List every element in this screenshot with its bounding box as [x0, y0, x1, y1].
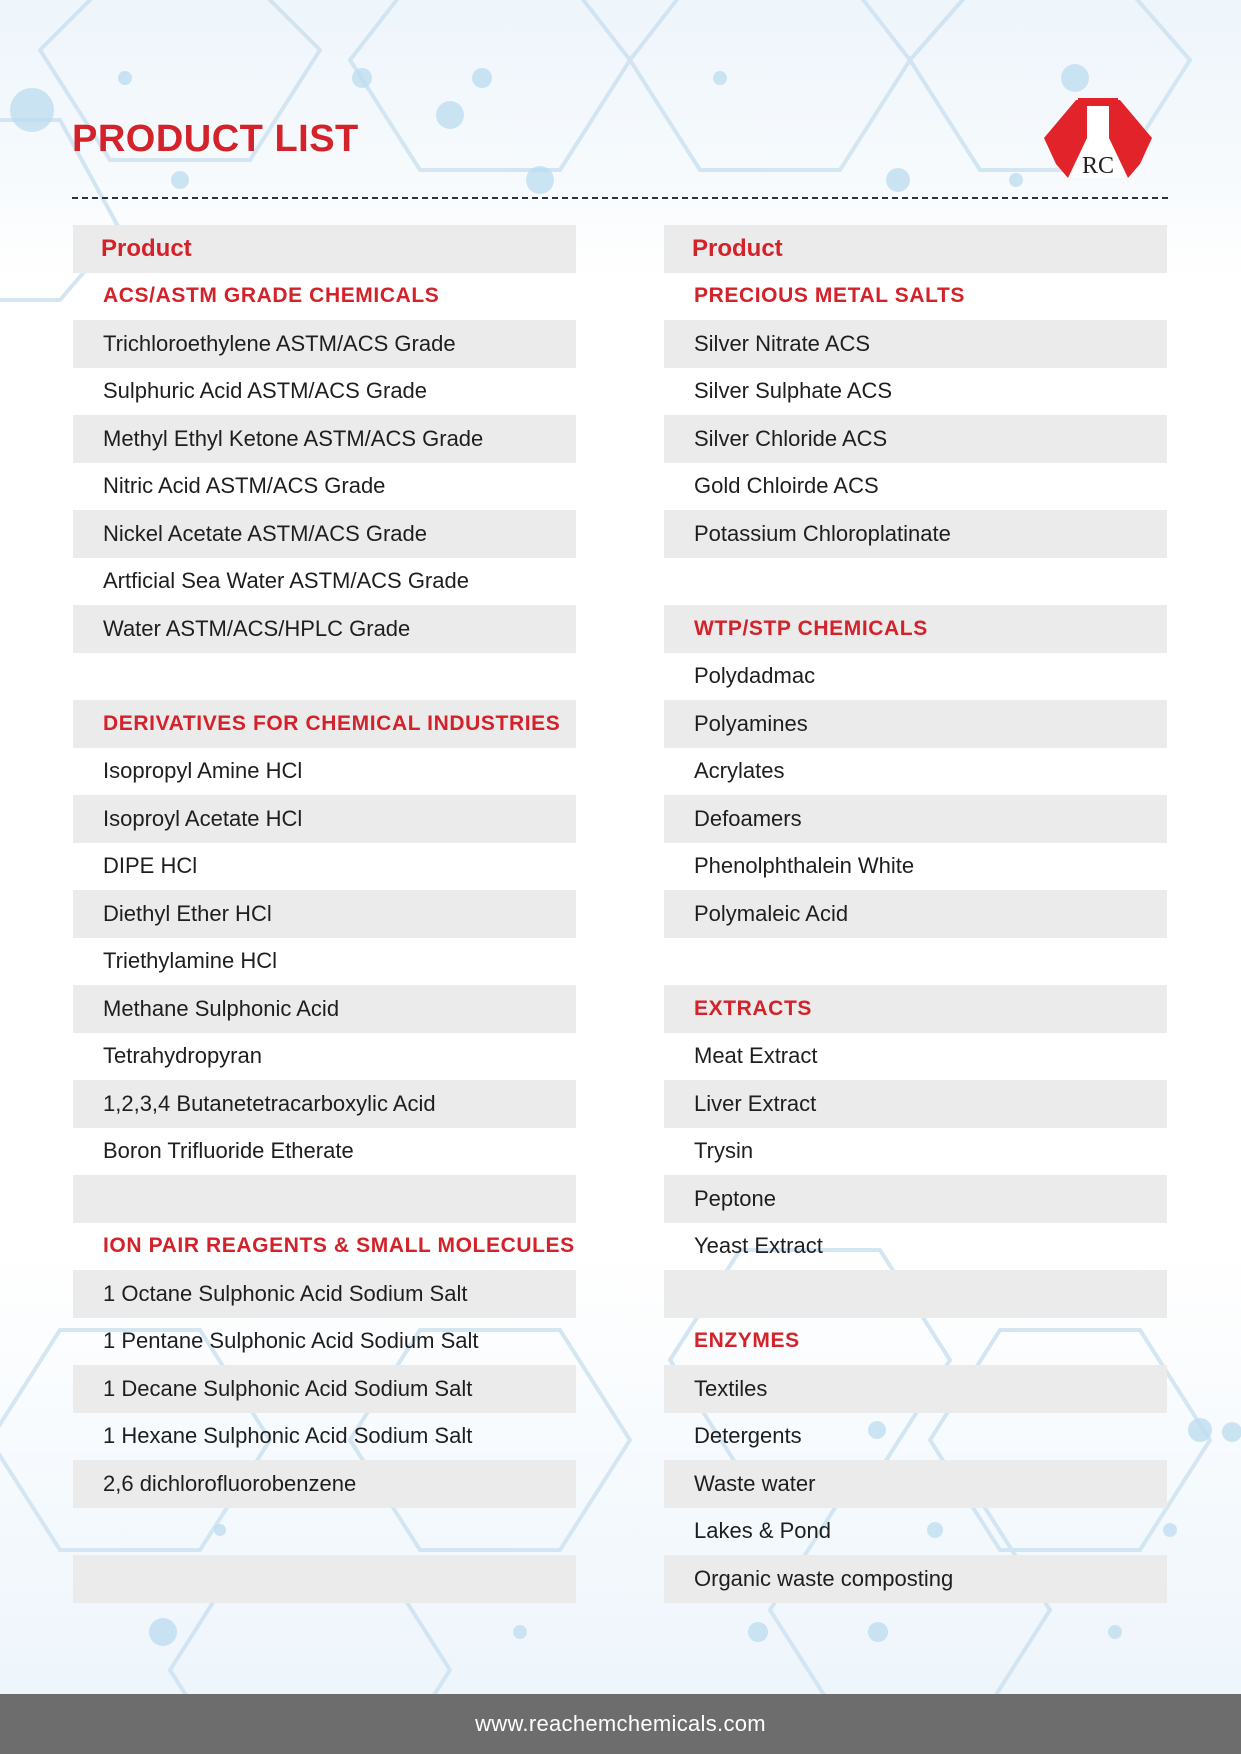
product-item: Organic waste composting — [664, 1555, 1167, 1603]
product-item: Tetrahydropyran — [103, 1043, 262, 1069]
product-item: 1 Hexane Sulphonic Acid Sodium Salt — [103, 1423, 473, 1449]
product-item: Phenolphthalein White — [694, 853, 915, 879]
header-divider — [72, 197, 1168, 199]
product-item: Defoamers — [664, 795, 1167, 843]
product-item: Polyamines — [664, 700, 1167, 748]
product-item: Potassium Chloroplatinate — [664, 510, 1167, 558]
product-item: Gold Chloirde ACS — [694, 473, 879, 499]
empty-row — [664, 558, 1167, 606]
category-heading: ENZYMES — [694, 1329, 800, 1353]
product-item: Waste water — [664, 1460, 1167, 1508]
company-logo — [1040, 94, 1156, 194]
product-item: Boron Trifluoride Etherate — [103, 1138, 354, 1164]
column-header: Product — [664, 225, 1167, 273]
product-item: 2,6 dichlorofluorobenzene — [73, 1460, 576, 1508]
empty-row — [73, 1508, 576, 1556]
footer-website-link[interactable]: www.reachemchemicals.com — [475, 1711, 766, 1736]
product-item: Methyl Ethyl Ketone ASTM/ACS Grade — [73, 415, 576, 463]
product-item: Nitric Acid ASTM/ACS Grade — [103, 473, 386, 499]
product-item: 1 Pentane Sulphonic Acid Sodium Salt — [103, 1328, 479, 1354]
product-item: Water ASTM/ACS/HPLC Grade — [73, 605, 576, 653]
product-item: Silver Chloride ACS — [664, 415, 1167, 463]
category-heading: DERIVATIVES FOR CHEMICAL INDUSTRIES — [73, 700, 576, 748]
product-item: Acrylates — [694, 758, 785, 784]
product-item: Sulphuric Acid ASTM/ACS Grade — [103, 378, 428, 404]
product-item: 1 Octane Sulphonic Acid Sodium Salt — [73, 1270, 576, 1318]
category-heading: WTP/STP CHEMICALS — [664, 605, 1167, 653]
product-item: DIPE HCl — [103, 853, 198, 879]
product-item: Silver Nitrate ACS — [664, 320, 1167, 368]
category-heading: PRECIOUS METAL SALTS — [694, 284, 966, 308]
product-item: 1,2,3,4 Butanetetracarboxylic Acid — [73, 1080, 576, 1128]
product-item: Peptone — [664, 1175, 1167, 1223]
category-heading: ACS/ASTM GRADE CHEMICALS — [103, 284, 440, 308]
product-item: Polymaleic Acid — [664, 890, 1167, 938]
product-item: Methane Sulphonic Acid — [73, 985, 576, 1033]
empty-row — [664, 1270, 1167, 1318]
logo-text: RC — [1081, 153, 1115, 179]
product-item: Textiles — [664, 1365, 1167, 1413]
category-heading: EXTRACTS — [664, 985, 1167, 1033]
product-item: Liver Extract — [664, 1080, 1167, 1128]
product-item: Polydadmac — [694, 663, 816, 689]
footer-bar — [0, 1694, 1241, 1754]
left-product-column — [73, 225, 576, 1603]
product-item: Nickel Acetate ASTM/ACS Grade — [73, 510, 576, 558]
product-item: Diethyl Ether HCl — [73, 890, 576, 938]
product-item: Triethylamine HCl — [103, 948, 278, 974]
product-item: Meat Extract — [694, 1043, 818, 1069]
column-header: Product — [73, 225, 576, 273]
product-item: Lakes & Pond — [694, 1518, 831, 1544]
page-title: PRODUCT LIST — [72, 118, 359, 160]
product-item: Silver Sulphate ACS — [694, 378, 893, 404]
product-item: Artficial Sea Water ASTM/ACS Grade — [103, 568, 469, 594]
product-item: 1 Decane Sulphonic Acid Sodium Salt — [73, 1365, 576, 1413]
product-item: Trysin — [694, 1138, 754, 1164]
empty-row — [73, 653, 576, 701]
empty-row — [73, 1555, 576, 1603]
product-item: Isopropyl Amine HCl — [103, 758, 303, 784]
product-item: Trichloroethylene ASTM/ACS Grade — [73, 320, 576, 368]
product-item: Isoproyl Acetate HCl — [73, 795, 576, 843]
empty-row — [664, 938, 1167, 986]
category-heading: ION PAIR REAGENTS & SMALL MOLECULES — [103, 1234, 575, 1258]
product-item: Yeast Extract — [694, 1233, 823, 1259]
empty-row — [73, 1175, 576, 1223]
product-item: Detergents — [694, 1423, 802, 1449]
right-product-column — [664, 225, 1167, 1603]
